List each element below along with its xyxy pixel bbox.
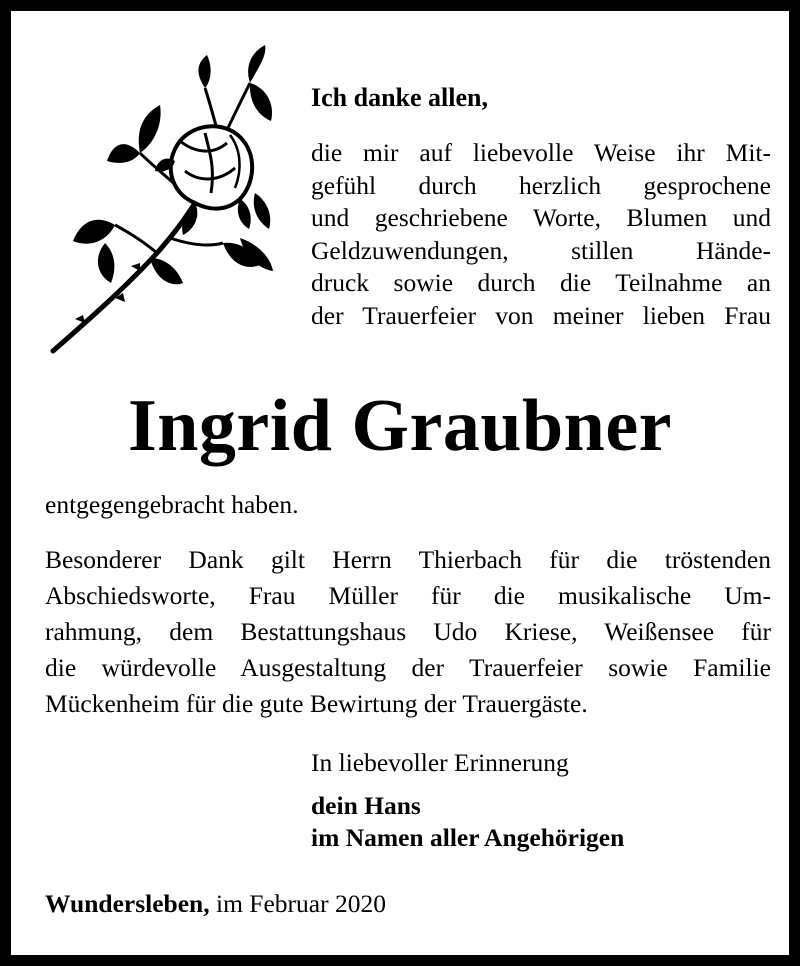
intro-line: und geschriebene Worte, Blumen und: [311, 203, 771, 232]
thanks-line: rahmung, dem Bestattungshaus Udo Kriese, Weißensee für: [45, 617, 771, 646]
thanks-paragraph: [45, 542, 771, 722]
place-date: [45, 888, 386, 920]
rose-icon: [45, 43, 277, 355]
intro-line: druck sowie durch die Teilnahme an: [311, 268, 771, 297]
intro-line: der Trauerfeier von meiner lieben Frau: [311, 300, 771, 330]
after-name-text: entgegengebracht haben.: [45, 490, 299, 519]
thanks-line: Abschiedsworte, Frau Müller für die musikalische Um-: [45, 581, 771, 610]
place: Wundersleben,: [45, 889, 210, 918]
thanks-line: Besonderer Dank gilt Herrn Thierbach für die tröstenden: [45, 545, 771, 574]
greeting: Ich danke allen,: [311, 83, 488, 112]
intro-line: gefühl durch herzlich gesprochene: [311, 170, 771, 200]
intro-line: Geldzuwendungen, stillen Hände-: [311, 235, 771, 265]
deceased-name: Ingrid Graubner: [127, 385, 673, 467]
intro-line: die mir auf liebevolle Weise ihr Mit-: [311, 138, 771, 167]
signature-name: dein Hans: [311, 791, 421, 820]
signature: [311, 790, 624, 854]
thanks-line: die würdevolle Ausgestaltung der Trauerfeier sowie Familie: [45, 653, 771, 682]
date: im Februar 2020: [215, 889, 386, 918]
signature-family: im Namen aller Angehörigen: [311, 823, 625, 852]
intro-paragraph: [311, 137, 771, 332]
thanks-line: Mückenheim für die gute Bewirtung der Trauergäste.: [45, 689, 588, 718]
memory-phrase: In liebevoller Erinnerung: [311, 748, 569, 777]
